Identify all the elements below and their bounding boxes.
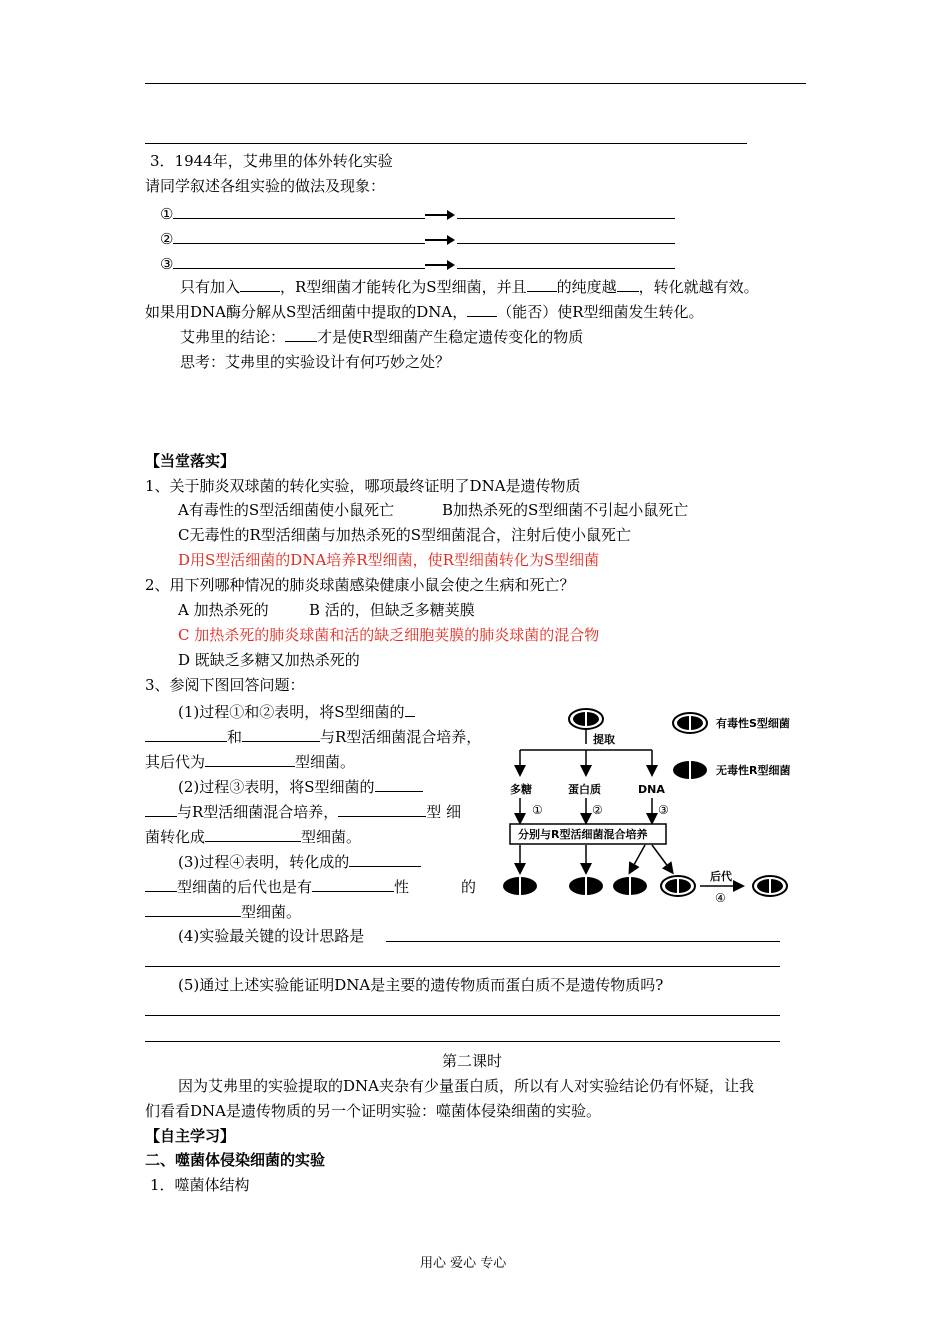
mix-culture-label: 分别与R型活细菌混合培养 — [518, 828, 648, 841]
blank — [457, 228, 675, 244]
legend-r-label: 无毒性R型细菌 — [716, 764, 791, 777]
offspring-label: 后代 — [710, 870, 732, 883]
item-1: 1．噬菌体结构 — [150, 1176, 250, 1194]
step-3-mark: ③ — [658, 803, 669, 817]
blank — [145, 726, 227, 742]
blank — [285, 326, 317, 342]
s-bacterium-icon — [569, 709, 603, 729]
r-bacterium-icon — [503, 877, 537, 895]
answer-line — [145, 966, 780, 967]
q1-option-c: C无毒性的R型活细菌与加热杀死的S型细菌混合，注射后使小鼠死亡 — [178, 526, 632, 544]
blank — [457, 253, 675, 269]
experiment-row-2 — [160, 228, 675, 249]
blank — [173, 228, 425, 244]
q3-part1-line3 — [145, 751, 355, 772]
q3-part3-line1 — [178, 851, 421, 872]
section-3-title: 3．1944年，艾弗里的体外转化实验 — [150, 152, 393, 170]
text: 型细菌。 — [295, 753, 356, 771]
blank — [349, 851, 421, 867]
step-4-mark: ④ — [715, 891, 726, 905]
text: 才是使R型细菌产生稳定遗传变化的物质 — [317, 328, 584, 346]
text: 型细菌。 — [301, 828, 362, 846]
blank — [338, 801, 426, 817]
circled-1: ① — [160, 205, 174, 223]
lesson-2-intro-2: 们看看DNA是遗传物质的另一个证明实验：噬菌体侵染细菌的实验。 — [145, 1102, 601, 1120]
blank — [405, 701, 415, 717]
text: 的纯度越 — [556, 278, 617, 296]
text: ，转化就越有效。 — [638, 278, 759, 296]
experiment-row-1 — [160, 203, 675, 224]
blank — [375, 776, 423, 792]
footer: 用心 爱心 专心 — [420, 1256, 507, 1271]
transformation-diagram — [490, 700, 810, 915]
text: 与R型活细菌混合培养， — [320, 728, 482, 746]
legend-s-icon — [673, 713, 707, 733]
text: 其后代为 — [145, 753, 206, 771]
text: 如果用DNA酶分解从S型活细菌中提取的DNA， — [145, 303, 468, 321]
blank — [312, 876, 394, 892]
q3-part5: (5)通过上述实验能证明DNA是主要的遗传物质而蛋白质不是遗传物质吗? — [178, 976, 664, 994]
component-dna: DNA — [638, 783, 665, 796]
blank — [205, 751, 295, 767]
experiment-row-3 — [160, 253, 675, 274]
lesson-2-heading: 第二课时 — [442, 1052, 503, 1070]
q3-part2-line3 — [145, 826, 361, 847]
q3-part1-line2 — [145, 726, 481, 747]
blank — [145, 876, 177, 892]
r-bacterium-icon — [613, 877, 647, 895]
top-rule — [145, 83, 806, 84]
answer-line — [145, 1041, 780, 1042]
text: (3)过程④表明，转化成的 — [178, 853, 350, 871]
r-bacterium-icon — [569, 877, 603, 895]
lesson-2-intro-1: 因为艾弗里的实验提取的DNA夹杂有少量蛋白质，所以有人对实验结论仍有怀疑，让我 — [178, 1077, 754, 1095]
blank — [173, 253, 425, 269]
step-1-mark: ① — [532, 803, 543, 817]
circled-2: ② — [160, 230, 174, 248]
blank — [145, 901, 241, 917]
text: (1)过程①和②表明，将S型细菌的 — [178, 703, 405, 721]
text: (4)实验最关键的设计思路是 — [178, 927, 365, 945]
q3-part2-line1 — [178, 776, 423, 797]
extract-label: 提取 — [593, 733, 615, 746]
blank — [242, 726, 320, 742]
q3-stem: 3、参阅下图回答问题： — [145, 676, 305, 694]
q3-part1-line1 — [178, 701, 415, 722]
component-polysaccharide: 多糖 — [510, 783, 532, 796]
q3-part4 — [178, 926, 364, 946]
text: 型细菌。 — [241, 903, 302, 921]
q2-option-b: B 活的，但缺乏多糖荚膜 — [309, 601, 475, 619]
conclusion — [180, 326, 583, 347]
component-protein: 蛋白质 — [568, 783, 601, 796]
q3-part3-line3 — [145, 901, 301, 922]
blank — [467, 301, 497, 317]
s-bacterium-icon — [753, 876, 787, 896]
text: （能否）使R型细菌发生转化。 — [497, 303, 704, 321]
answer-line — [386, 941, 780, 942]
think-question: 思考：艾弗里的实验设计有何巧妙之处？ — [180, 353, 451, 371]
text: 的 — [461, 878, 477, 896]
answer-line — [145, 143, 747, 144]
q2-option-c: C 加热杀死的肺炎球菌和活的缺乏细胞荚膜的肺炎球菌的混合物 — [178, 626, 600, 644]
blank — [240, 276, 280, 292]
text: 只有加入 — [180, 278, 241, 296]
text: 型细菌的后代也是有 — [177, 878, 313, 896]
q2-option-a: A 加热杀死的 — [178, 601, 269, 619]
arrow-right-icon — [425, 235, 455, 245]
text: (2)过程③表明，将S型细菌的 — [178, 778, 375, 796]
step-2-mark: ② — [592, 803, 603, 817]
section-3-prompt: 请同学叙述各组实验的做法及现象： — [145, 177, 386, 195]
blank — [457, 203, 675, 219]
self-study-header: 【自主学习】 — [145, 1127, 236, 1145]
text: 与R型活细菌混合培养， — [177, 803, 339, 821]
blank — [205, 826, 301, 842]
blank — [527, 276, 557, 292]
q2-stem: 2、用下列哪种情况的肺炎球菌感染健康小鼠会使之生病和死亡？ — [145, 576, 575, 594]
s-bacterium-icon — [661, 876, 695, 896]
text: 性 — [394, 878, 410, 896]
arrow-right-icon — [425, 260, 455, 270]
practice-header: 【当堂落实】 — [145, 452, 236, 470]
blank — [145, 801, 177, 817]
arrow-right-icon — [425, 210, 455, 220]
text: 和 — [227, 728, 243, 746]
circled-3: ③ — [160, 255, 174, 273]
text: 菌转化成 — [145, 828, 206, 846]
q1-option-a: A有毒性的S型活细菌使小鼠死亡 — [178, 501, 395, 519]
fill-line-1 — [180, 276, 759, 297]
q3-part2-line2 — [145, 801, 461, 822]
q2-option-d: D 既缺乏多糖又加热杀死的 — [178, 651, 360, 669]
blank — [173, 203, 425, 219]
q1-option-d: D用S型活细菌的DNA培养R型细菌，使R型细菌转化为S型细菌 — [178, 551, 600, 569]
fill-line-2 — [145, 301, 704, 322]
q1-option-b: B加热杀死的S型细菌不引起小鼠死亡 — [442, 501, 689, 519]
blank — [617, 276, 639, 292]
answer-line — [145, 1015, 780, 1016]
text: ，R型细菌才能转化为S型细菌，并且 — [280, 278, 527, 296]
section-2-title: 二、噬菌体侵染细菌的实验 — [145, 1151, 326, 1169]
text: 型 细 — [426, 803, 462, 821]
q1-stem: 1、关于肺炎双球菌的转化实验，哪项最终证明了DNA是遗传物质 — [145, 477, 581, 495]
q3-part3-line2 — [145, 876, 476, 897]
text: 艾弗里的结论： — [180, 328, 286, 346]
legend-s-label: 有毒性S型细菌 — [716, 717, 790, 730]
legend-r-icon — [673, 761, 707, 779]
